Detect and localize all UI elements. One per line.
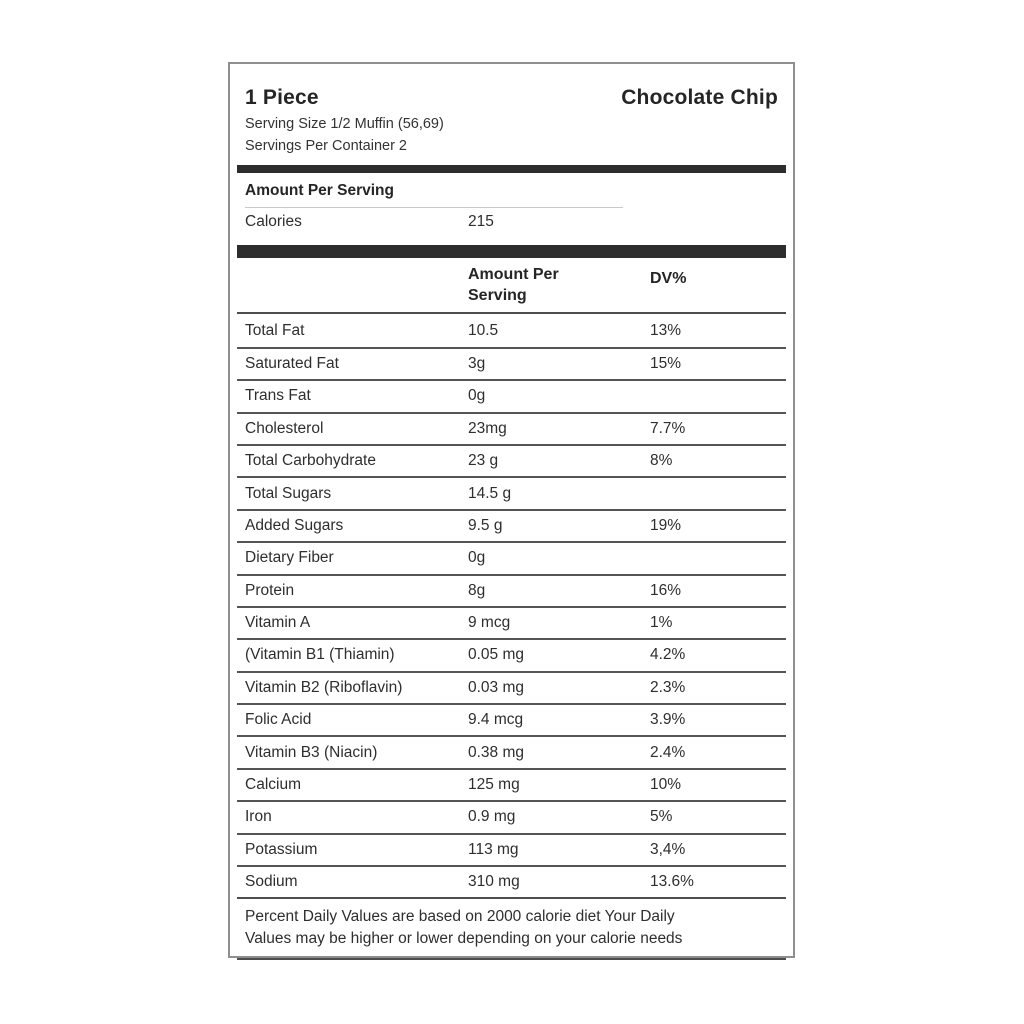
divider-bar-top (237, 165, 786, 173)
nutrient-dv: 10% (650, 776, 682, 794)
nutrient-name: Calcium (245, 776, 301, 794)
nutrient-name: Dietary Fiber (245, 549, 334, 567)
calories-row (245, 213, 778, 240)
nutrient-amount: 0g (468, 387, 486, 405)
nutrient-name: Saturated Fat (245, 354, 339, 372)
nutrient-amount: 0.05 mg (468, 646, 525, 664)
nutrient-name: (Vitamin B1 (Thiamin) (245, 646, 395, 664)
nutrient-name: Vitamin A (245, 614, 311, 632)
table-row (237, 476, 786, 508)
table-header-row (237, 258, 786, 315)
nutrient-amount: 23mg (468, 419, 507, 437)
table-row (237, 444, 786, 476)
calories-value: 215 (468, 212, 494, 230)
nutrient-amount: 113 mg (468, 840, 519, 858)
nutrient-dv: 5% (650, 808, 673, 826)
nutrient-amount: 0.03 mg (468, 678, 525, 696)
nutrient-name: Sodium (245, 873, 298, 891)
table-row (237, 865, 786, 897)
table-row (237, 703, 786, 735)
table-row (237, 768, 786, 800)
nutrient-amount: 9 mcg (468, 614, 511, 632)
column-header-dv: DV% (650, 269, 687, 287)
nutrient-amount: 0.9 mg (468, 808, 516, 826)
table-row (237, 638, 786, 670)
nutrient-amount: 10.5 (468, 321, 499, 339)
nutrient-amount: 0g (468, 549, 486, 567)
table-row (237, 314, 786, 346)
nutrient-name: Total Sugars (245, 484, 332, 502)
column-header-amount: Amount Per Serving (468, 265, 559, 304)
nutrient-dv: 1% (650, 614, 673, 632)
footer-text-line1: Percent Daily Values are based on 2000 calorie diet Your Daily (245, 908, 675, 926)
nutrient-amount: 23 g (468, 452, 499, 470)
nutrient-dv: 15% (650, 354, 682, 372)
nutrient-name: Total Fat (245, 321, 305, 339)
light-divider (245, 207, 623, 208)
table-row (237, 606, 786, 638)
nutrient-amount: 310 mg (468, 873, 520, 891)
label-header (245, 86, 778, 110)
table-row (237, 735, 786, 767)
footer-text-line2: Values may be higher or lower depending on your calorie needs (245, 929, 683, 947)
nutrient-name: Total Carbohydrate (245, 452, 376, 470)
calories-label: Calories (245, 212, 302, 230)
table-row (237, 800, 786, 832)
table-body (237, 314, 786, 897)
nutrient-name: Protein (245, 581, 295, 599)
nutrient-dv: 7.7% (650, 419, 686, 437)
nutrient-dv: 3.9% (650, 711, 686, 729)
nutrient-dv: 8% (650, 452, 673, 470)
table-row (237, 412, 786, 444)
nutrient-name: Cholesterol (245, 419, 324, 437)
daily-values-note (237, 897, 786, 960)
nutrient-dv: 13% (650, 321, 682, 339)
table-row (237, 671, 786, 703)
nutrition-label (228, 62, 795, 958)
table-row (237, 379, 786, 411)
nutrient-name: Potassium (245, 840, 318, 858)
nutrient-amount: 3g (468, 354, 486, 372)
nutrient-amount: 0.38 mg (468, 743, 525, 761)
nutrient-table (237, 258, 786, 898)
serving-size-text: Serving Size 1/2 Muffin (56,69) (245, 116, 444, 132)
nutrient-amount: 14.5 g (468, 484, 512, 502)
nutrient-name: Iron (245, 808, 272, 826)
nutrient-name: Folic Acid (245, 711, 312, 729)
nutrient-amount: 125 mg (468, 776, 520, 794)
nutrient-dv: 13.6% (650, 873, 694, 891)
nutrient-dv: 4.2% (650, 646, 686, 664)
table-row (237, 347, 786, 379)
nutrient-amount: 8g (468, 581, 486, 599)
nutrient-name: Vitamin B3 (Niacin) (245, 743, 378, 761)
nutrient-dv: 3,4% (650, 840, 686, 858)
table-row (237, 541, 786, 573)
nutrient-dv: 2.4% (650, 743, 686, 761)
serving-title: 1 Piece (245, 86, 319, 109)
nutrient-dv: 16% (650, 581, 682, 599)
table-row (237, 574, 786, 606)
nutrient-name: Trans Fat (245, 387, 311, 405)
servings-per-container-text: Servings Per Container 2 (245, 138, 407, 155)
table-row (237, 509, 786, 541)
nutrient-name: Vitamin B2 (Riboflavin) (245, 678, 403, 696)
nutrient-dv: 19% (650, 516, 682, 534)
nutrient-name: Added Sugars (245, 516, 344, 534)
product-name: Chocolate Chip (621, 86, 778, 109)
amount-per-serving-heading: Amount Per Serving (245, 181, 394, 199)
nutrient-amount: 9.5 g (468, 516, 503, 534)
nutrient-dv: 2.3% (650, 678, 686, 696)
table-row (237, 833, 786, 865)
divider-bar-calories (237, 245, 786, 258)
nutrient-amount: 9.4 mcg (468, 711, 524, 729)
